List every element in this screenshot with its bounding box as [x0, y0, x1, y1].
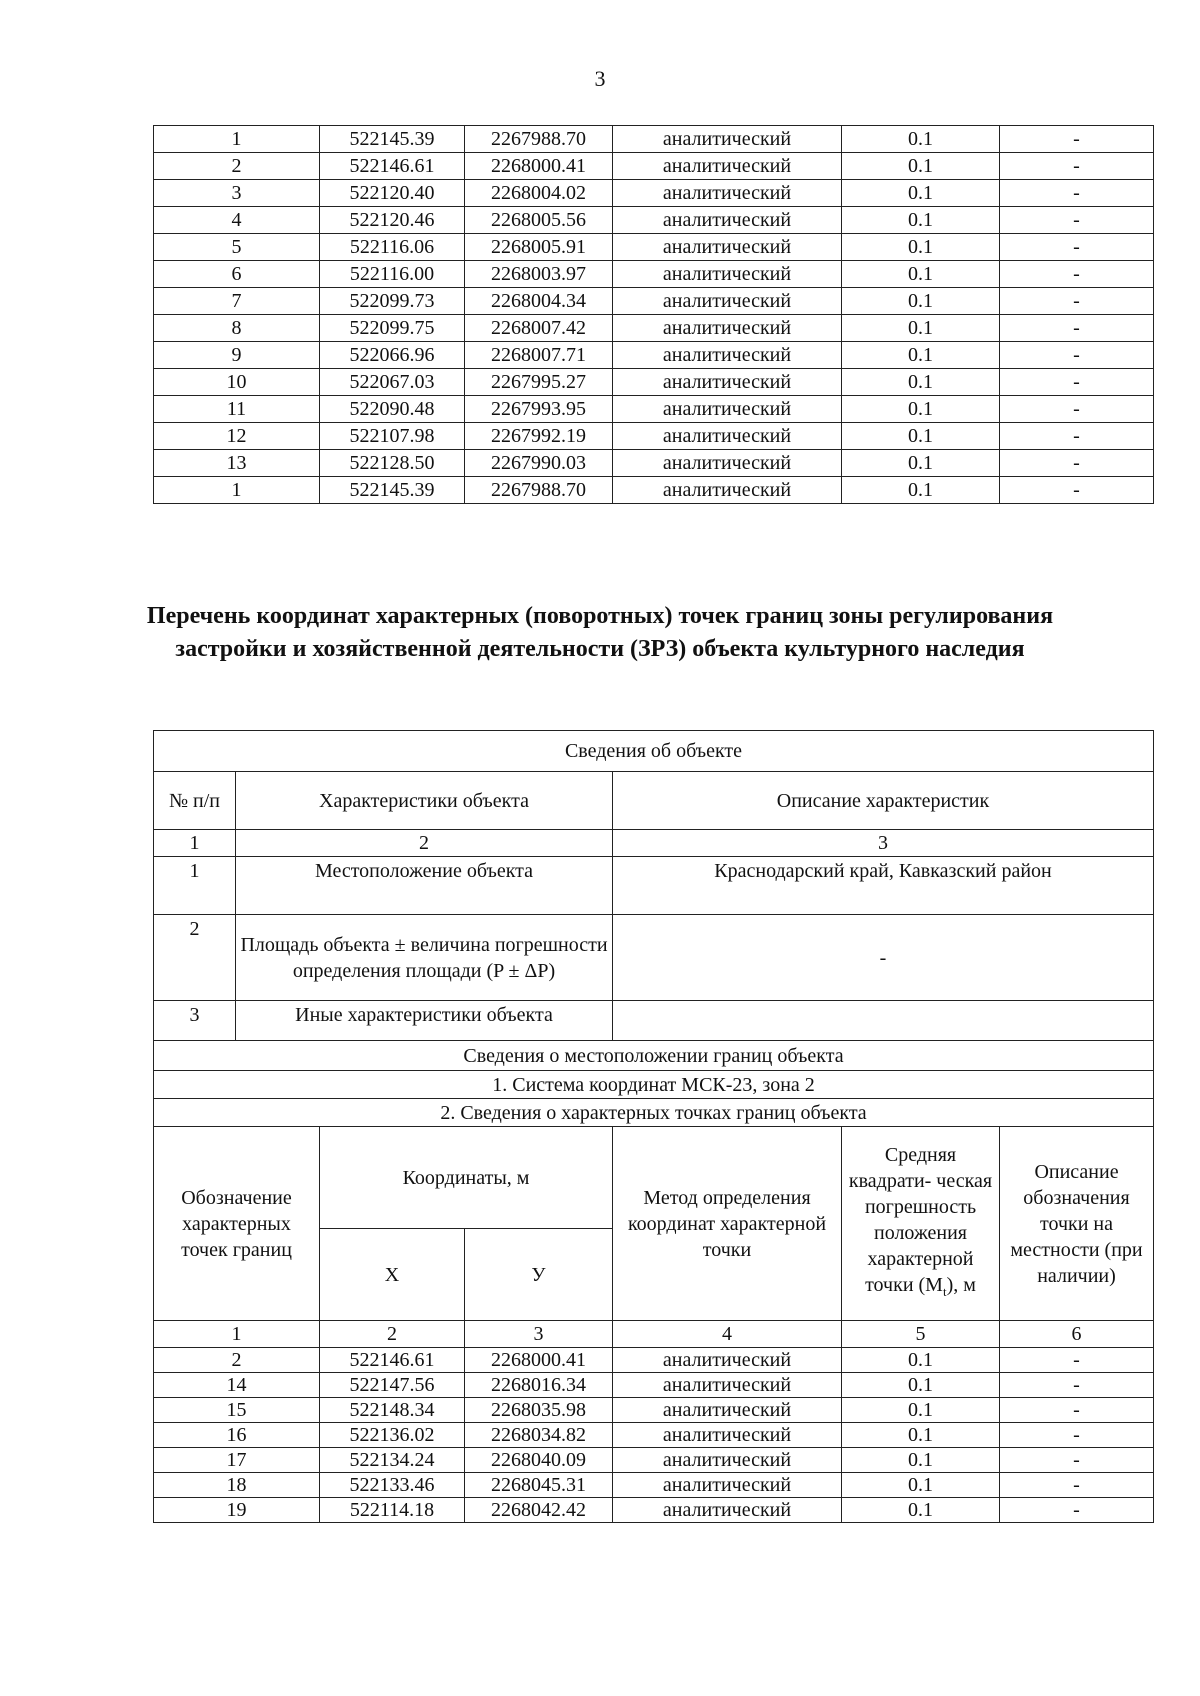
error-cell: 0.1 [842, 423, 1000, 450]
table-row [154, 315, 1154, 342]
table-row [154, 396, 1154, 423]
table-row [154, 1348, 1154, 1373]
method-cell: аналитический [613, 1448, 842, 1473]
point-number-cell: 3 [154, 180, 320, 207]
method-cell: аналитический [613, 396, 842, 423]
point-description-cell: - [1000, 1448, 1154, 1473]
y-coordinate-cell: 2267993.95 [465, 396, 613, 423]
table-row [154, 1373, 1154, 1398]
method-cell: аналитический [613, 261, 842, 288]
point-number-cell: 11 [154, 396, 320, 423]
error-cell: 0.1 [842, 261, 1000, 288]
y-coordinate-cell: 2268005.91 [465, 234, 613, 261]
error-cell: 0.1 [842, 1398, 1000, 1423]
point-description-cell: - [1000, 1423, 1154, 1448]
column-header-characteristics: Характеристики объекта [236, 772, 613, 830]
table-row [154, 288, 1154, 315]
characteristic-name: Местоположение объекта [236, 857, 613, 915]
column-index: 6 [1000, 1321, 1154, 1348]
x-coordinate-cell: 522145.39 [320, 126, 465, 153]
table-row [154, 450, 1154, 477]
method-cell: аналитический [613, 1498, 842, 1523]
y-coordinate-cell: 2268040.09 [465, 1448, 613, 1473]
column-header-coordinates: Координаты, м [320, 1127, 613, 1229]
method-cell: аналитический [613, 477, 842, 504]
characteristic-number: 1 [154, 857, 236, 915]
x-coordinate-cell: 522067.03 [320, 369, 465, 396]
table-row [154, 261, 1154, 288]
x-coordinate-cell: 522147.56 [320, 1373, 465, 1398]
y-coordinate-cell: 2268016.34 [465, 1373, 613, 1398]
x-coordinate-cell: 522099.73 [320, 288, 465, 315]
point-number-cell: 17 [154, 1448, 320, 1473]
error-cell: 0.1 [842, 315, 1000, 342]
point-description-cell: - [1000, 1398, 1154, 1423]
table-row [154, 153, 1154, 180]
characteristic-value [613, 1001, 1154, 1041]
point-number-cell: 12 [154, 423, 320, 450]
characteristic-value: - [613, 915, 1154, 1001]
point-number-cell: 4 [154, 207, 320, 234]
x-coordinate-cell: 522133.46 [320, 1473, 465, 1498]
y-coordinate-cell: 2268000.41 [465, 1348, 613, 1373]
column-header-description: Описание характеристик [613, 772, 1154, 830]
coordinate-system: 1. Система координат МСК-23, зона 2 [154, 1071, 1154, 1099]
error-cell: 0.1 [842, 369, 1000, 396]
point-number-cell: 6 [154, 261, 320, 288]
point-number-cell: 13 [154, 450, 320, 477]
method-cell: аналитический [613, 180, 842, 207]
point-number-cell: 18 [154, 1473, 320, 1498]
error-cell: 0.1 [842, 207, 1000, 234]
method-cell: аналитический [613, 207, 842, 234]
point-description-cell: - [1000, 1373, 1154, 1398]
x-coordinate-cell: 522128.50 [320, 450, 465, 477]
y-coordinate-cell: 2268004.02 [465, 180, 613, 207]
point-description-cell: - [1000, 153, 1154, 180]
y-coordinate-cell: 2267990.03 [465, 450, 613, 477]
error-cell: 0.1 [842, 234, 1000, 261]
point-description-cell: - [1000, 180, 1154, 207]
point-description-cell: - [1000, 450, 1154, 477]
column-index: 2 [236, 830, 613, 857]
error-cell: 0.1 [842, 1473, 1000, 1498]
point-number-cell: 1 [154, 477, 320, 504]
x-coordinate-cell: 522099.75 [320, 315, 465, 342]
y-coordinate-cell: 2268042.42 [465, 1498, 613, 1523]
x-coordinate-cell: 522148.34 [320, 1398, 465, 1423]
y-coordinate-cell: 2267988.70 [465, 477, 613, 504]
error-header-subscript: t [942, 1284, 947, 1299]
error-cell: 0.1 [842, 396, 1000, 423]
coordinates-table-body [154, 126, 1154, 504]
point-number-cell: 9 [154, 342, 320, 369]
column-header-y: У [465, 1229, 613, 1321]
y-coordinate-cell: 2267995.27 [465, 369, 613, 396]
characteristic-name: Иные характеристики объекта [236, 1001, 613, 1041]
point-description-cell: - [1000, 315, 1154, 342]
error-header-text: Средняя квадрати- ческая погрешность положения характерной точки (M [848, 1144, 993, 1296]
method-cell: аналитический [613, 1398, 842, 1423]
table-row [154, 1448, 1154, 1473]
point-description-cell: - [1000, 288, 1154, 315]
error-cell: 0.1 [842, 1348, 1000, 1373]
page-number: 3 [594, 66, 606, 91]
characteristic-number: 2 [154, 915, 236, 1001]
points-info-header: 2. Сведения о характерных точках границ объекта [154, 1099, 1154, 1127]
method-cell: аналитический [613, 126, 842, 153]
error-cell: 0.1 [842, 450, 1000, 477]
point-description-cell: - [1000, 1473, 1154, 1498]
point-description-cell: - [1000, 1498, 1154, 1523]
column-index: 1 [154, 830, 236, 857]
method-cell: аналитический [613, 1348, 842, 1373]
characteristic-value: Краснодарский край, Кавказский район [613, 857, 1154, 915]
y-coordinate-cell: 2268003.97 [465, 261, 613, 288]
x-coordinate-cell: 522116.06 [320, 234, 465, 261]
point-number-cell: 5 [154, 234, 320, 261]
method-cell: аналитический [613, 342, 842, 369]
error-header-unit: ), м [946, 1274, 976, 1296]
x-coordinate-cell: 522066.96 [320, 342, 465, 369]
table-row [154, 1473, 1154, 1498]
method-cell: аналитический [613, 315, 842, 342]
table-row [154, 1423, 1154, 1448]
y-coordinate-cell: 2268035.98 [465, 1398, 613, 1423]
table-row [154, 369, 1154, 396]
column-index: 3 [465, 1321, 613, 1348]
characteristic-number: 3 [154, 1001, 236, 1041]
table-row [154, 126, 1154, 153]
y-coordinate-cell: 2268000.41 [465, 153, 613, 180]
point-number-cell: 16 [154, 1423, 320, 1448]
error-cell: 0.1 [842, 1448, 1000, 1473]
column-index: 4 [613, 1321, 842, 1348]
point-number-cell: 8 [154, 315, 320, 342]
x-coordinate-cell: 522145.39 [320, 477, 465, 504]
table-row [154, 1398, 1154, 1423]
method-cell: аналитический [613, 369, 842, 396]
point-description-cell: - [1000, 369, 1154, 396]
y-coordinate-cell: 2268007.42 [465, 315, 613, 342]
column-header-point: Обозначение характерных точек границ [154, 1127, 320, 1321]
characteristic-name: Площадь объекта ± величина погрешности определения площади (P ± ΔP) [236, 915, 613, 1001]
error-cell: 0.1 [842, 342, 1000, 369]
point-number-cell: 19 [154, 1498, 320, 1523]
object-info-table-body [154, 731, 1154, 1523]
method-cell: аналитический [613, 234, 842, 261]
point-number-cell: 1 [154, 126, 320, 153]
point-number-cell: 7 [154, 288, 320, 315]
method-cell: аналитический [613, 1423, 842, 1448]
point-description-cell: - [1000, 423, 1154, 450]
y-coordinate-cell: 2267992.19 [465, 423, 613, 450]
y-coordinate-cell: 2268034.82 [465, 1423, 613, 1448]
coordinates-table-continued [153, 125, 1154, 504]
method-cell: аналитический [613, 423, 842, 450]
document-title: Перечень координат характерных (поворотных) точек границ зоны регулирования застройки и хозяйственной деятельности (ЗРЗ) объекта культурного наследия [146, 603, 1054, 662]
x-coordinate-cell: 522114.18 [320, 1498, 465, 1523]
point-description-cell: - [1000, 396, 1154, 423]
point-description-cell: - [1000, 342, 1154, 369]
point-number-cell: 2 [154, 153, 320, 180]
y-coordinate-cell: 2268004.34 [465, 288, 613, 315]
column-index: 1 [154, 1321, 320, 1348]
error-cell: 0.1 [842, 180, 1000, 207]
error-cell: 0.1 [842, 126, 1000, 153]
point-number-cell: 2 [154, 1348, 320, 1373]
column-index: 5 [842, 1321, 1000, 1348]
boundary-info-header: Сведения о местоположении границ объекта [154, 1041, 1154, 1071]
table-row [154, 234, 1154, 261]
table-row [154, 423, 1154, 450]
x-coordinate-cell: 522146.61 [320, 153, 465, 180]
x-coordinate-cell: 522090.48 [320, 396, 465, 423]
table-row [154, 342, 1154, 369]
x-coordinate-cell: 522136.02 [320, 1423, 465, 1448]
error-cell: 0.1 [842, 1423, 1000, 1448]
column-header-x: X [320, 1229, 465, 1321]
y-coordinate-cell: 2268007.71 [465, 342, 613, 369]
y-coordinate-cell: 2267988.70 [465, 126, 613, 153]
error-cell: 0.1 [842, 153, 1000, 180]
column-header-point-description: Описание обозначения точки на местности (при наличии) [1000, 1127, 1154, 1321]
x-coordinate-cell: 522107.98 [320, 423, 465, 450]
error-cell: 0.1 [842, 1498, 1000, 1523]
point-number-cell: 14 [154, 1373, 320, 1398]
x-coordinate-cell: 522116.00 [320, 261, 465, 288]
point-description-cell: - [1000, 477, 1154, 504]
point-description-cell: - [1000, 234, 1154, 261]
point-number-cell: 10 [154, 369, 320, 396]
point-description-cell: - [1000, 207, 1154, 234]
table-row [154, 1498, 1154, 1523]
x-coordinate-cell: 522120.46 [320, 207, 465, 234]
column-header-number: № п/п [154, 772, 236, 830]
x-coordinate-cell: 522134.24 [320, 1448, 465, 1473]
object-info-table [153, 730, 1154, 1523]
column-index: 3 [613, 830, 1154, 857]
error-cell: 0.1 [842, 1373, 1000, 1398]
column-index: 2 [320, 1321, 465, 1348]
table-row [154, 477, 1154, 504]
point-number-cell: 15 [154, 1398, 320, 1423]
table-row [154, 180, 1154, 207]
x-coordinate-cell: 522120.40 [320, 180, 465, 207]
column-header-method: Метод определения координат характерной точки [613, 1127, 842, 1321]
method-cell: аналитический [613, 450, 842, 477]
table-row [154, 207, 1154, 234]
error-cell: 0.1 [842, 288, 1000, 315]
error-cell: 0.1 [842, 477, 1000, 504]
y-coordinate-cell: 2268045.31 [465, 1473, 613, 1498]
method-cell: аналитический [613, 153, 842, 180]
x-coordinate-cell: 522146.61 [320, 1348, 465, 1373]
column-header-error [842, 1127, 1000, 1321]
method-cell: аналитический [613, 1373, 842, 1398]
method-cell: аналитический [613, 1473, 842, 1498]
point-description-cell: - [1000, 126, 1154, 153]
y-coordinate-cell: 2268005.56 [465, 207, 613, 234]
point-description-cell: - [1000, 261, 1154, 288]
point-description-cell: - [1000, 1348, 1154, 1373]
object-info-header: Сведения об объекте [154, 731, 1154, 772]
method-cell: аналитический [613, 288, 842, 315]
